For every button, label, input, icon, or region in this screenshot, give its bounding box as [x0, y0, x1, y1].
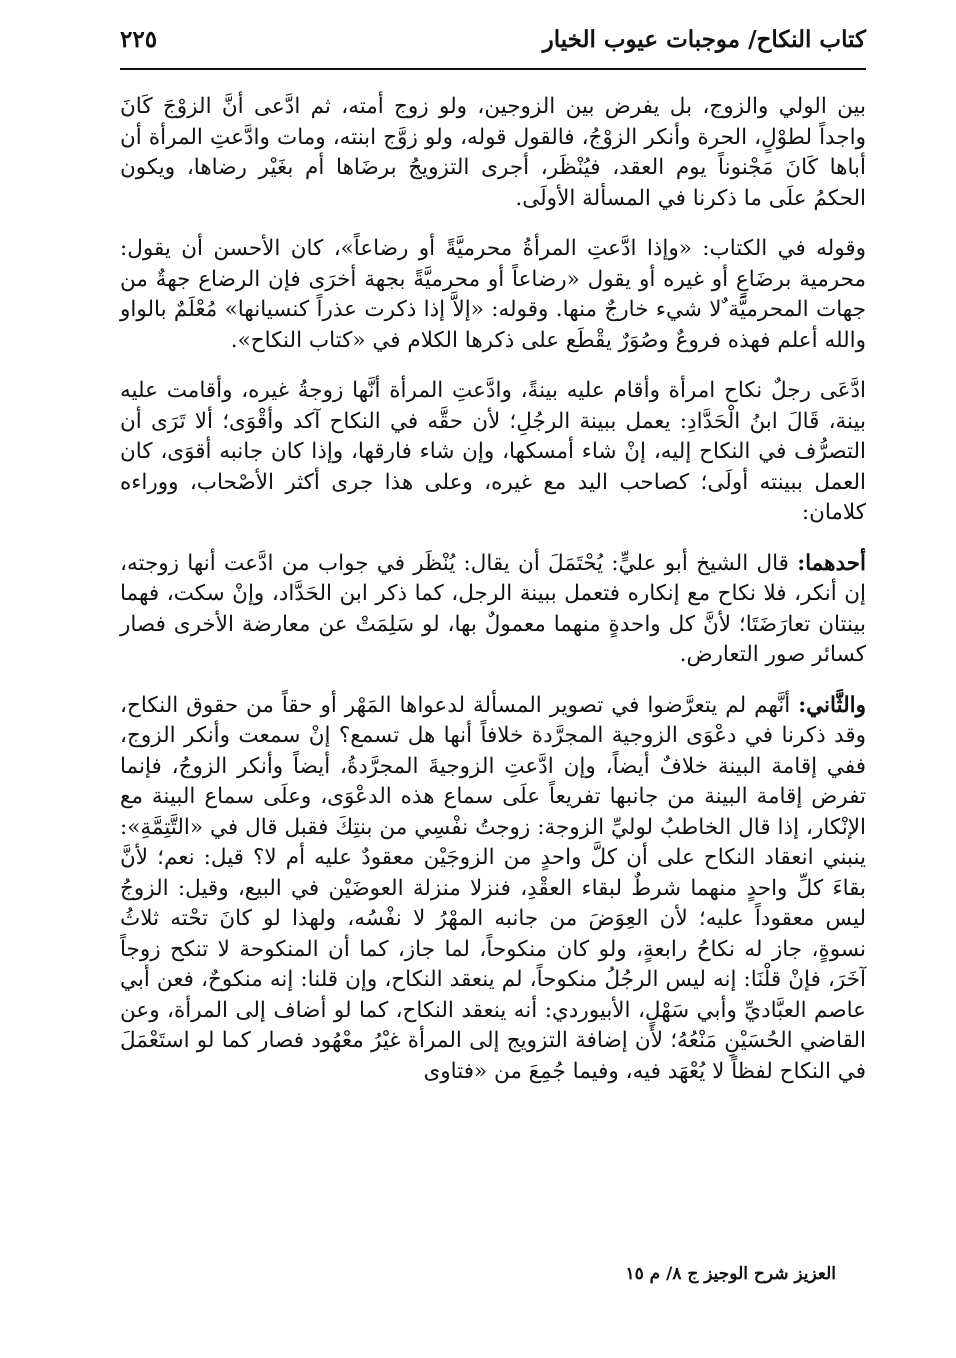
paragraph-text: وقوله في الكتاب: «وإذا ادَّعتِ المرأةُ محرميَّةً أو رضاعاً»، كان الأحسن أن يقول: محرمية برضَاعٍ أو غيره أو يقول «رضاعاً أو محرميَّةً بجهة أخرَى فإن الرضاع جهةٌ من جهات المحرميَّة ٌلا شيء خارجٌ منها. وقوله: «إلاَّ إذا ذكرت عذراً كنسيانها» مُعْلَمٌ بالواو والله أعلم فهذه فروعٌ وصُوَرٌ يقْطَع على ذكرها الكلام في «كتاب النكاح».: [120, 236, 866, 353]
running-title: كتاب النكاح/ موجبات عيوب الخيار: [542, 26, 866, 53]
paragraph: [120, 92, 866, 214]
paragraph: [120, 376, 866, 529]
paragraph-lead: والثَّاني:: [798, 692, 866, 718]
printer-signature: العزيز شرح الوجيز ج ٨/ م ١٥: [625, 1264, 836, 1284]
page-header: [120, 20, 866, 64]
body-text: [120, 92, 866, 1087]
paragraph-text: بين الولي والزوج، بل يفرض بين الزوجين، ولو زوج أمته، ثم ادَّعى أنَّ الزوْجَ كَانَ واجداً لطوْلٍ، الحرة وأنكر الزوْجُ، فالقول قوله، ولو زوَّج ابنته، ومات وادَّعتِ المرأة أن أباها كَانَ مَجْنوناً يوم العقد، فيُنْظَر، أجرى التزويجُ برضَاها أم بغَيْر رضاها، ويكون الحكمُ علَى ما ذكرنا في المسألة الأولَى.: [120, 94, 866, 211]
paragraph: [120, 691, 866, 1088]
paragraph: [120, 549, 866, 671]
paragraph: [120, 234, 866, 356]
paragraph-lead: أحدهما:: [797, 550, 866, 576]
page-footer: [90, 1264, 836, 1284]
paragraph-text: ادَّعَى رجلٌ نكاح امرأة وأقام عليه بينةً، وادَّعتِ المرأة أنَّها زوجةُ غيره، وأقامت عليه بينة، قَالَ ابنُ الْحَدَّادِ: يعمل ببينة الرجُلِ؛ لأن حقَّه في النكاح آكد وأقْوَى؛ ألا تَرَى أن التصرُّف في النكاح إليه، إنْ شاء أمسكها، وإن شاء فارقها، وإذا كان جانبه أقوَى، كان العمل ببينته أولَى؛ كصاحب اليد مع غيره، وعلى هذا جرى أكثر الأصْحاب، ووراءه كلامان:: [120, 378, 866, 525]
page-number: ٢٢٥: [120, 26, 158, 53]
paragraph-text: قال الشيخ أبو عليٍّ: يُحْتَمَلَ أن يقال: يُنْظَر في جواب من ادَّعت أنها زوجته، إن أنكر، فلا نكاح مع إنكاره فتعمل ببينة الرجل، كما ذكر ابن الحَدَّاد، وإنْ سكت، فهما بينتان تعارَضَتَا؛ لأنَّ كل واحدةٍ منهما معمولٌ بها، لو سَلِمَتْ عن معارضة الأخرى فصار كسائر صور التعارض.: [120, 550, 866, 667]
paragraph-text: أنَّهم لم يتعرَّضوا في تصوير المسألة لدعواها المَهْر أو حقاً من حقوق النكاح، وقد ذكرنا في دعْوَى الزوجية المجرَّدة خلافاً أنها هل تسمع؟ إنْ سمعت وأنكر الزوج، ففي إقامة البينة خلافٌ أيضاً، وإن ادَّعتِ الزوجيةَ المجرَّدةُ، أيضاً وأنكر الزوجُ، فإنما تفرض إقامة البينة من جانبها تفريعاً علَى سماع هذه الدعْوَى، وعلَى سماع البينة مع الإنْكار، إذا قال الخاطبُ لوليِّ الزوجة: زوجتُ نفْسِي من بنتِكَ فقبل قال في «التَّتِمَّةِ»: ينبني انعقاد النكاح على أن كلَّ واحدٍ من الزوجَيْن معقودٌ عليه أم لا؟ قيل: نعم؛ لأنَّ بقاءَ كلِّ واحدٍ منهما شرطٌ لبقاء العقْدِ، فنزلا منزلة العوضَيْن في البيع، وقيل: الزوجُ ليس معقوداً عليه؛ لأن العِوَضَ من جانبه المهْرُ لا نفْسُه، ولهذا لو كانَ تحْته ثلاثُ نسوةٍ، جاز له نكاحُ رابعةٍ، ولو كان منكوحاً، لما جاز، كما أن المنكوحة لا تنكح زوجاً آخَرَ، فإنْ قلْنَا: إنه ليس الرجُلُ منكوحاً، لم ينعقد النكاح، وإن قلنا: إنه منكوحٌ، فعن أبي عاصم العبَّاديِّ وأبي سَهْلٍ، الأبيوردي: أنه ينعقد النكاح، كما لو أضاف إلى المرأة، وعن القاضي الحُسَيْنِ مَنْعُهُ؛ لأن إضافة التزويج إلى المرأة غيْرُ معْهُود فصار كما لو استَعْمَلَ في النكاح لفظاً لا يُعْهَد فيه، وفيما جُمِعَ من «فتاوى: [120, 692, 866, 1084]
header-rule: [120, 68, 866, 70]
